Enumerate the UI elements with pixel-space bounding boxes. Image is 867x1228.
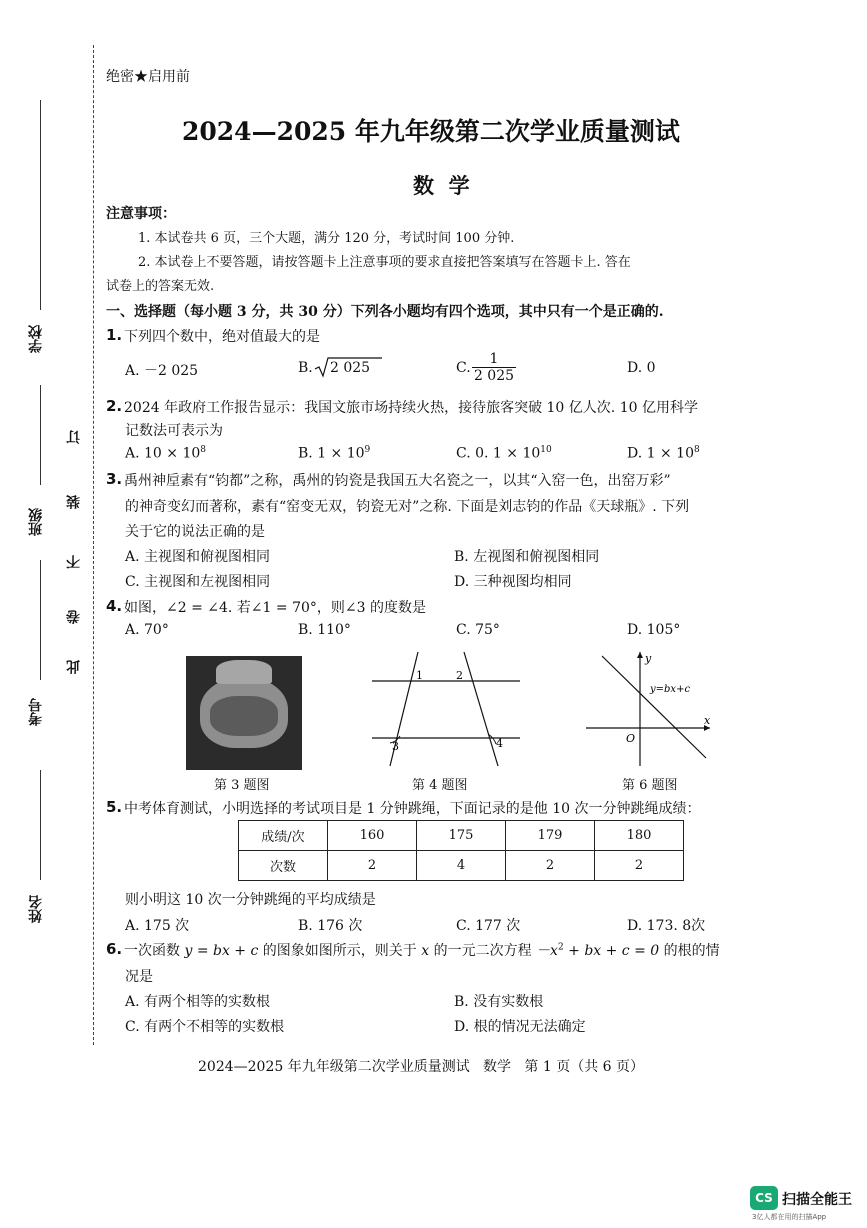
numerator: 1 [472, 352, 516, 368]
exponent: 8 [693, 445, 700, 455]
option-b: B. 没有实数根 [454, 994, 544, 1010]
y-axis-label: y [645, 652, 652, 665]
origin-label: O [626, 732, 636, 745]
option-d: D. 173. 8次 [627, 918, 706, 934]
figure-caption: 第 6 题图 [622, 778, 678, 793]
question-text [124, 940, 720, 960]
school-blank [40, 100, 41, 310]
option-d: D. 105° [627, 622, 681, 638]
option-c: C. 177 次 [456, 918, 521, 934]
notice-item: 1. 本试卷共 6 页，三个大题，满分 120 分，考试时间 100 分钟. [138, 231, 515, 246]
secret-mark: 绝密★启用前 [106, 69, 190, 85]
table-row [239, 851, 684, 881]
section-heading: 一、选择题（每小题 3 分，共 30 分）下列各小题均有四个选项，其中只有一个是正确的. [106, 304, 664, 320]
exam-no-blank [40, 560, 41, 680]
class-label: 班级 [28, 508, 44, 536]
vase-photo [186, 656, 302, 770]
scanner-logo-icon: CS [750, 1186, 778, 1210]
option-d [627, 445, 700, 462]
watermark-tagline: 3亿人都在用的扫描App [752, 1213, 827, 1221]
name-blank [40, 770, 41, 880]
question-text: 关于它的说法正确的是 [125, 524, 265, 540]
figure-caption: 第 4 题图 [412, 778, 468, 793]
question-number: 4. [106, 597, 123, 615]
table-cell: 成绩/次 [239, 821, 328, 851]
question-number: 2. [106, 397, 123, 415]
angle-label: 1 [416, 669, 423, 682]
question-text: 禹州神垕素有“钧都”之称，禹州的钧瓷是我国五大名瓷之一，以其“入窑一色，出窑万彩” [124, 473, 671, 489]
binding-line [93, 45, 94, 1045]
option-c-base: C. 0. 1 × 10 [456, 445, 541, 462]
exponent: 9 [364, 445, 371, 455]
option-a [125, 445, 206, 462]
table-cell: 160 [328, 821, 417, 851]
option-a: A. 有两个相等的实数根 [125, 994, 271, 1010]
watermark-brand: 扫描全能王 [782, 1192, 852, 1208]
question-number: 6. [106, 940, 123, 958]
table-cell: 2 [595, 851, 684, 881]
denominator: 2 025 [473, 368, 515, 384]
option-d: D. 0 [627, 360, 656, 376]
option-c [456, 445, 552, 462]
page-footer: 2024—2025 年九年级第二次学业质量测试 数学 第 1 页（共 6 页） [198, 1059, 645, 1075]
question-number: 1. [106, 326, 123, 344]
school-label: 学校 [28, 325, 44, 353]
math-expr: －x [536, 943, 558, 959]
question-number: 3. [106, 470, 123, 488]
q6-part: 一次函数 [124, 943, 180, 959]
option-b [298, 445, 370, 462]
subject-title: 数 学 [413, 173, 470, 198]
angle-label: 3 [392, 740, 399, 753]
option-d: D. 三种视图均相同 [454, 574, 572, 590]
notice-item: 2. 本试卷上不要答题，请按答题卡上注意事项的要求直接把答案填写在答题卡上. 答在 [138, 255, 631, 270]
option-c: C. 有两个不相等的实数根 [125, 1019, 285, 1035]
seal-char: 装 [66, 495, 82, 509]
seal-char: 不 [66, 555, 82, 569]
table-cell: 175 [417, 821, 506, 851]
option-d: D. 根的情况无法确定 [454, 1019, 586, 1035]
figure-caption: 第 3 题图 [214, 778, 270, 793]
exponent: 8 [200, 445, 207, 455]
question-text: 的神奇变幻而著称，素有“窑变无双，钧瓷无对”之称. 下面是刘志钧的作品《天球瓶》. 下列 [125, 499, 690, 515]
option-b: B. 176 次 [298, 918, 363, 934]
table-cell: 2 [506, 851, 595, 881]
option-a: A. 175 次 [125, 918, 190, 934]
name-label: 姓名 [28, 895, 44, 923]
fraction [472, 352, 516, 384]
table-cell: 4 [417, 851, 506, 881]
q6-part: 的图象如图所示，则关于 [262, 943, 417, 959]
question-text: 况是 [125, 969, 153, 985]
seal-char: 此 [66, 660, 82, 674]
math-var: x [421, 943, 430, 959]
seal-char: 订 [66, 430, 82, 444]
question-text: 如图，∠2 = ∠4. 若∠1 = 70°，则∠3 的度数是 [124, 600, 426, 616]
class-blank [40, 385, 41, 485]
seal-char: 卷 [66, 610, 82, 624]
table-row [239, 821, 684, 851]
option-a: A. 主视图和俯视图相同 [125, 549, 271, 565]
question-text: 记数法可表示为 [125, 423, 223, 439]
angle-label: 4 [496, 737, 503, 750]
table-cell: 179 [506, 821, 595, 851]
notice-heading: 注意事项： [106, 206, 176, 222]
vase-pattern [210, 696, 278, 736]
vase-neck [216, 660, 272, 684]
math-expr: + bx + c = 0 [568, 943, 660, 959]
parallel-lines-figure [360, 648, 530, 770]
exam-title: 2024—2025 年九年级第二次学业质量测试 [182, 117, 680, 146]
score-table [238, 820, 684, 881]
radicand: 2 025 [330, 360, 371, 376]
question-text: 则小明这 10 次一分钟跳绳的平均成绩是 [125, 892, 376, 908]
question-text: 下列四个数中，绝对值最大的是 [124, 329, 320, 345]
exponent: 2 [557, 942, 564, 953]
question-text: 中考体育测试，小明选择的考试项目是 1 分钟跳绳，下面记录的是他 10 次一分钟跳绳成绩： [124, 801, 701, 817]
q6-part: 的一元二次方程 [433, 943, 532, 959]
option-c: C. 主视图和左视图相同 [125, 574, 271, 590]
option-c: C. 75° [456, 622, 500, 638]
question-number: 5. [106, 798, 123, 816]
x-axis-label: x [704, 714, 711, 727]
option-c: C. [456, 360, 471, 376]
option-d-base: D. 1 × 10 [627, 445, 694, 462]
function-label: y=bx+c [650, 684, 691, 695]
table-cell: 180 [595, 821, 684, 851]
table-cell: 次数 [239, 851, 328, 881]
math-expr: y = bx + c [184, 943, 259, 959]
option-b: B. [298, 360, 313, 376]
option-b: B. 110° [298, 622, 351, 638]
exam-no-label: 考号 [28, 698, 44, 726]
question-text: 2024 年政府工作报告显示：我国文旅市场持续火热，接待旅客突破 10 亿人次. 10 亿用科学 [124, 400, 698, 416]
notice-item: 试卷上的答案无效. [106, 279, 215, 294]
angle-label: 2 [456, 669, 463, 682]
option-b: B. 左视图和俯视图相同 [454, 549, 600, 565]
option-a: A. －2 025 [125, 363, 199, 379]
function-graph-figure [580, 648, 720, 772]
exponent: 10 [540, 445, 552, 455]
option-a: A. 70° [125, 622, 169, 638]
table-cell: 2 [328, 851, 417, 881]
option-b-base: B. 1 × 10 [298, 445, 365, 462]
q6-part: 的根的情 [663, 943, 720, 959]
option-a-base: A. 10 × 10 [125, 445, 201, 462]
